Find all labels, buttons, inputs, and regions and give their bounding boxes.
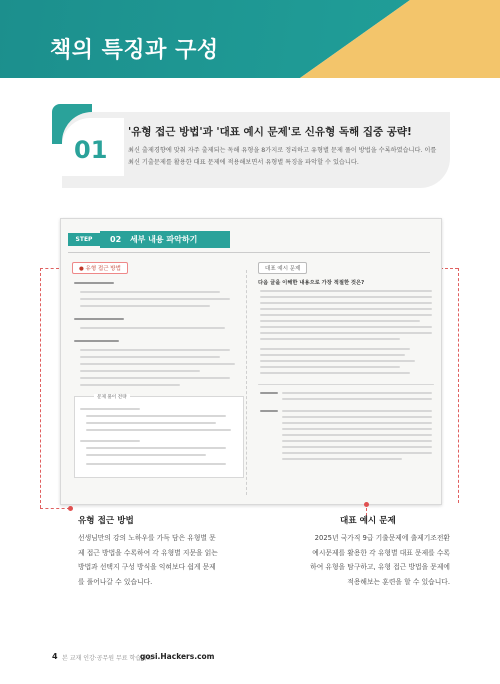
text-line	[260, 410, 278, 412]
text-line	[260, 366, 400, 368]
text-line	[80, 377, 230, 379]
text-line	[80, 384, 180, 386]
text-line	[86, 422, 216, 424]
feature-heading: '유형 접근 방법'과 '대표 예시 문제'로 신유형 독해 집중 공략!	[128, 126, 412, 138]
feature-number: 01	[74, 136, 108, 164]
section-number: 02	[110, 235, 122, 244]
text-line	[260, 360, 415, 362]
guide-line	[40, 508, 70, 509]
text-line	[282, 440, 432, 442]
footer-text: 본 교재 인강·공무원 무료 학습자료	[62, 655, 153, 662]
text-line	[282, 392, 432, 394]
text-line	[282, 458, 402, 460]
text-line	[282, 446, 432, 448]
page-number: 4	[52, 652, 58, 661]
text-line	[80, 305, 210, 307]
text-line	[80, 298, 230, 300]
text-line	[260, 372, 410, 374]
text-line	[260, 332, 432, 334]
text-line	[260, 338, 400, 340]
text-line	[80, 349, 230, 351]
text-line	[80, 370, 200, 372]
guide-line	[440, 268, 458, 269]
text-line	[74, 340, 119, 342]
text-line	[282, 452, 432, 454]
text-line	[260, 320, 420, 322]
column-divider	[246, 270, 247, 495]
example-title: 대표 예시 문제	[340, 516, 396, 526]
section-title: 세부 내용 파악하기	[129, 235, 198, 244]
guide-line	[458, 268, 459, 503]
divider	[258, 384, 434, 385]
example-question: 다음 글을 이해한 내용으로 가장 적절한 것은?	[258, 280, 365, 286]
text-line	[282, 398, 432, 400]
text-line	[260, 354, 405, 356]
text-line	[74, 282, 114, 284]
text-line	[260, 308, 432, 310]
text-line	[282, 422, 432, 424]
text-line	[282, 428, 432, 430]
text-line	[282, 416, 432, 418]
text-line	[74, 318, 124, 320]
footer-url[interactable]: gosi.Hackers.com	[140, 652, 215, 661]
text-line	[86, 415, 226, 417]
approach-label: ● 유형 접근 방법	[72, 262, 128, 274]
bullet-dot	[68, 506, 73, 511]
text-line	[86, 429, 231, 431]
bullet-dot	[364, 502, 369, 507]
text-line	[86, 454, 206, 456]
example-label: 대표 예시 문제	[258, 262, 307, 274]
text-line	[80, 440, 140, 442]
approach-description: 선생님만의 강의 노하우를 가득 담은 유형별 문제 접근 방법을 수록하여 각 유형별 지문을 읽는 방법과 선택지 구성 방식을 익혀보다 쉽게 문제를 풀어나갈 수 있습니다.	[78, 534, 218, 586]
section-title-bar	[100, 231, 230, 248]
text-line	[282, 410, 432, 412]
text-line	[260, 326, 432, 328]
text-line	[80, 363, 235, 365]
text-line	[260, 290, 432, 292]
step-tag: STEP	[68, 233, 100, 246]
example-description: 2025년 국가직 9급 기출문제에 출제기조전환 예시문제를 활용한 각 유형별 대표 문제를 수록하여 유형을 탐구하고, 유형 접근 방법을 문제에 적용해보는 훈련을 할 수 있습니다.	[310, 534, 450, 586]
text-line	[260, 348, 410, 350]
text-line	[80, 356, 220, 358]
text-line	[260, 392, 278, 394]
text-line	[282, 434, 432, 436]
text-line	[80, 408, 140, 410]
page-title: 책의 특징과 구성	[50, 38, 219, 63]
guide-line	[40, 268, 41, 508]
text-line	[80, 327, 225, 329]
feature-body: 최신 출제경향에 맞춰 자주 출제되는 독해 유형을 8가지로 정리하고 유형별 문제 풀이 방법을 수록하였습니다. 이를 최신 기출문제를 활용한 대표 문제에 적용해보면서 유형별 특징을 파악할 수 있습니다.	[128, 147, 437, 166]
text-line	[86, 463, 226, 465]
text-line	[80, 291, 220, 293]
text-line	[260, 296, 432, 298]
strategy-box-label: 문제 풀이 전략	[94, 394, 130, 400]
divider	[68, 252, 430, 253]
text-line	[260, 302, 432, 304]
approach-title: 유형 접근 방법	[78, 516, 134, 526]
text-line	[260, 314, 432, 316]
text-line	[86, 447, 226, 449]
